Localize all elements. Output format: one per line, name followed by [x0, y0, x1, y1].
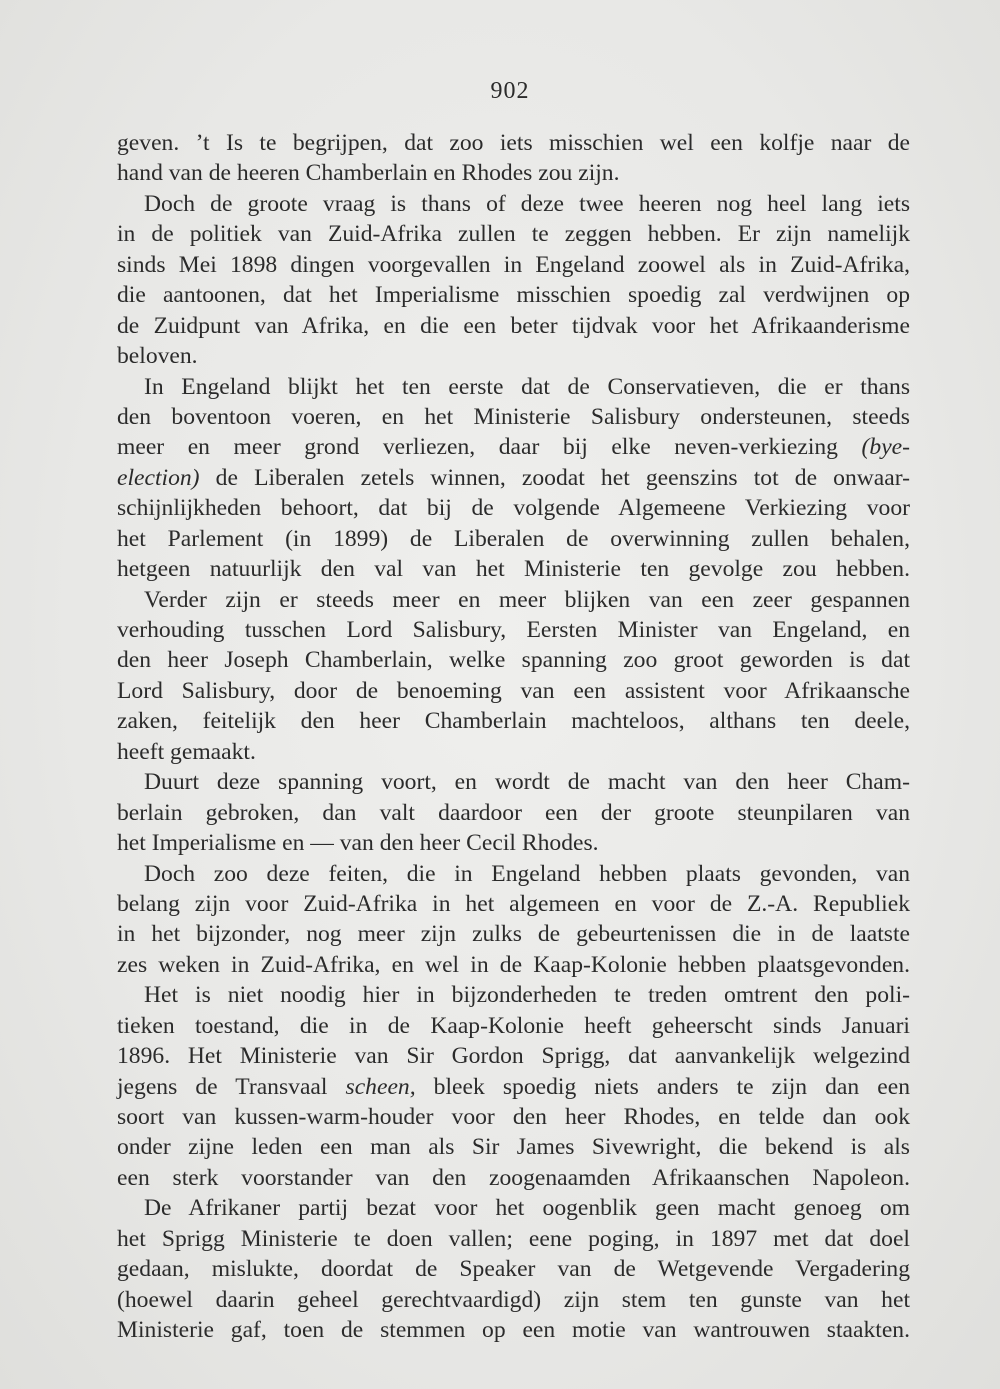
- line-text: Lord Salisbury, door de benoeming van een assistent voor Afrikaansche: [117, 677, 910, 704]
- line-text: verhouding tusschen Lord Salisbury, Eersten Minister van Engeland, en: [117, 617, 910, 643]
- text-line: [117, 1315, 910, 1345]
- line-text: Verder zijn er steeds meer en meer blijken van een zeer gespannen: [144, 586, 910, 613]
- text-line: [117, 767, 910, 797]
- text-line: [117, 1254, 910, 1284]
- text-line: [117, 889, 910, 919]
- line-text: (hoewel daarin geheel gerechtvaardigd) zijn stem ten gunste van het: [117, 1286, 910, 1313]
- text-line: [117, 980, 910, 1010]
- text-line: [117, 950, 910, 980]
- text-line: [117, 432, 910, 462]
- text-line: [117, 158, 910, 188]
- line-text: Ministerie gaf, toen de stemmen op een motie van wantrouwen staakten.: [117, 1317, 910, 1344]
- line-text: bleek spoedig niets anders te zijn dan een: [415, 1073, 911, 1100]
- text-line: [117, 1011, 910, 1041]
- italic-text: (bye-: [837, 434, 910, 461]
- line-text: den heer Joseph Chamberlain, welke spanning zoo groot geworden is dat: [117, 647, 910, 674]
- text-line: [117, 676, 910, 706]
- text-line: [117, 1224, 910, 1254]
- text-line: [117, 1193, 910, 1223]
- line-text: geven. ’t Is te begrijpen, dat zoo iets misschien wel een kolfje naar de: [117, 130, 910, 156]
- line-text: soort van kussen-warm-houder voor den heer Rhodes, en telde dan ook: [117, 1104, 910, 1130]
- text-line: [117, 1285, 910, 1315]
- line-text: sinds Mei 1898 dingen voorgevallen in Engeland zoowel als in Zuid-Afrika,: [117, 251, 910, 278]
- text-line: [117, 463, 910, 493]
- line-text: het Parlement (in 1899) de Liberalen de overwinning zullen behalen,: [117, 525, 910, 552]
- text-line: [117, 128, 910, 158]
- line-text: beloven.: [117, 343, 198, 370]
- line-text: Duurt deze spanning voort, en wordt de macht van den heer Cham-: [144, 769, 910, 796]
- line-text: 1896. Het Ministerie van Sir Gordon Sprigg, dat aanvankelijk welgezind: [117, 1043, 910, 1070]
- text-line: [117, 219, 910, 249]
- line-text: het Sprigg Ministerie te doen vallen; eene poging, in 1897 met dat doel: [117, 1225, 910, 1252]
- line-text: In Engeland blijkt het ten eerste dat de Conservatieven, die er thans: [144, 373, 910, 400]
- text-line: [117, 341, 910, 371]
- line-text: onder zijne leden een man als Sir James Sivewright, die bekend is als: [117, 1134, 910, 1161]
- text-line: [117, 311, 910, 341]
- line-text: belang zijn voor Zuid-Afrika in het algemeen en voor de Z.-A. Republiek: [117, 890, 910, 917]
- text-line: [117, 859, 910, 889]
- line-text: in de politiek van Zuid-Afrika zullen te zeggen hebben. Er zijn namelijk: [117, 221, 910, 248]
- italic-text: scheen,: [345, 1073, 416, 1100]
- line-text: hand van de heeren Chamberlain en Rhodes zou zijn.: [117, 160, 620, 187]
- text-line: [117, 1163, 910, 1193]
- text-line: [117, 524, 910, 554]
- text-line: [117, 250, 910, 280]
- line-text: die aantoonen, dat het Imperialisme misschien spoedig zal verdwijnen op: [117, 282, 910, 309]
- text-line: [117, 919, 910, 949]
- text-line: [117, 372, 910, 402]
- page-number: 902: [490, 78, 530, 104]
- line-text: in het bijzonder, nog meer zijn zulks de gebeurtenissen die in de laatste: [117, 921, 910, 948]
- line-text: het Imperialisme en — van den heer Cecil Rhodes.: [117, 830, 599, 857]
- line-text: een sterk voorstander van den zoogenaamden Afrikaanschen Napoleon.: [117, 1164, 910, 1191]
- italic-text: election): [117, 464, 200, 491]
- text-line: [117, 1132, 910, 1162]
- text-line: [117, 493, 910, 523]
- line-text: jegens de Transvaal: [117, 1073, 346, 1100]
- text-line: [117, 554, 910, 584]
- text-line: [117, 1102, 910, 1132]
- line-text: Het is niet noodig hier in bijzonderheden te treden omtrent den poli-: [144, 982, 910, 1009]
- body-text: [117, 128, 910, 1346]
- text-line: [117, 280, 910, 310]
- line-text: hetgeen natuurlijk den val van het Ministerie ten gevolge zou hebben.: [117, 556, 910, 583]
- line-text: gedaan, mislukte, doordat de Speaker van de Wetgevende Vergadering: [117, 1256, 910, 1283]
- line-text: de Liberalen zetels winnen, zoodat het geenszins tot de onwaar-: [199, 464, 910, 491]
- text-line: [117, 1041, 910, 1071]
- line-text: Doch de groote vraag is thans of deze twee heeren nog heel lang iets: [144, 190, 910, 217]
- line-text: schijnlijkheden behoort, dat bij de volgende Algemeene Verkiezing voor: [117, 495, 910, 522]
- line-text: Doch zoo deze feiten, die in Engeland hebben plaats gevonden, van: [144, 860, 910, 887]
- line-text: De Afrikaner partij bezat voor het oogenblik geen macht genoeg om: [144, 1195, 910, 1222]
- line-text: de Zuidpunt van Afrika, en die een beter tijdvak voor het Afrikaanderisme: [117, 312, 910, 339]
- text-line: [117, 585, 910, 615]
- text-line: [117, 828, 910, 858]
- text-line: [117, 615, 910, 645]
- line-text: den boventoon voeren, en het Ministerie Salisbury ondersteunen, steeds: [117, 403, 910, 430]
- line-text: meer en meer grond verliezen, daar bij elke neven-verkiezing: [117, 434, 838, 461]
- line-text: berlain gebroken, dan valt daardoor een der groote steunpilaren van: [117, 799, 910, 826]
- text-line: [117, 1072, 910, 1102]
- line-text: tieken toestand, die in de Kaap-Kolonie heeft geheerscht sinds Januari: [117, 1012, 910, 1039]
- line-text: zaken, feitelijk den heer Chamberlain machteloos, althans ten deele,: [117, 708, 910, 735]
- line-text: zes weken in Zuid-Afrika, en wel in de Kaap-Kolonie hebben plaatsgevonden.: [117, 951, 910, 978]
- text-line: [117, 402, 910, 432]
- text-line: [117, 737, 910, 767]
- line-text: heeft gemaakt.: [117, 738, 256, 765]
- text-line: [117, 798, 910, 828]
- text-line: [117, 189, 910, 219]
- text-line: [117, 645, 910, 675]
- text-line: [117, 706, 910, 736]
